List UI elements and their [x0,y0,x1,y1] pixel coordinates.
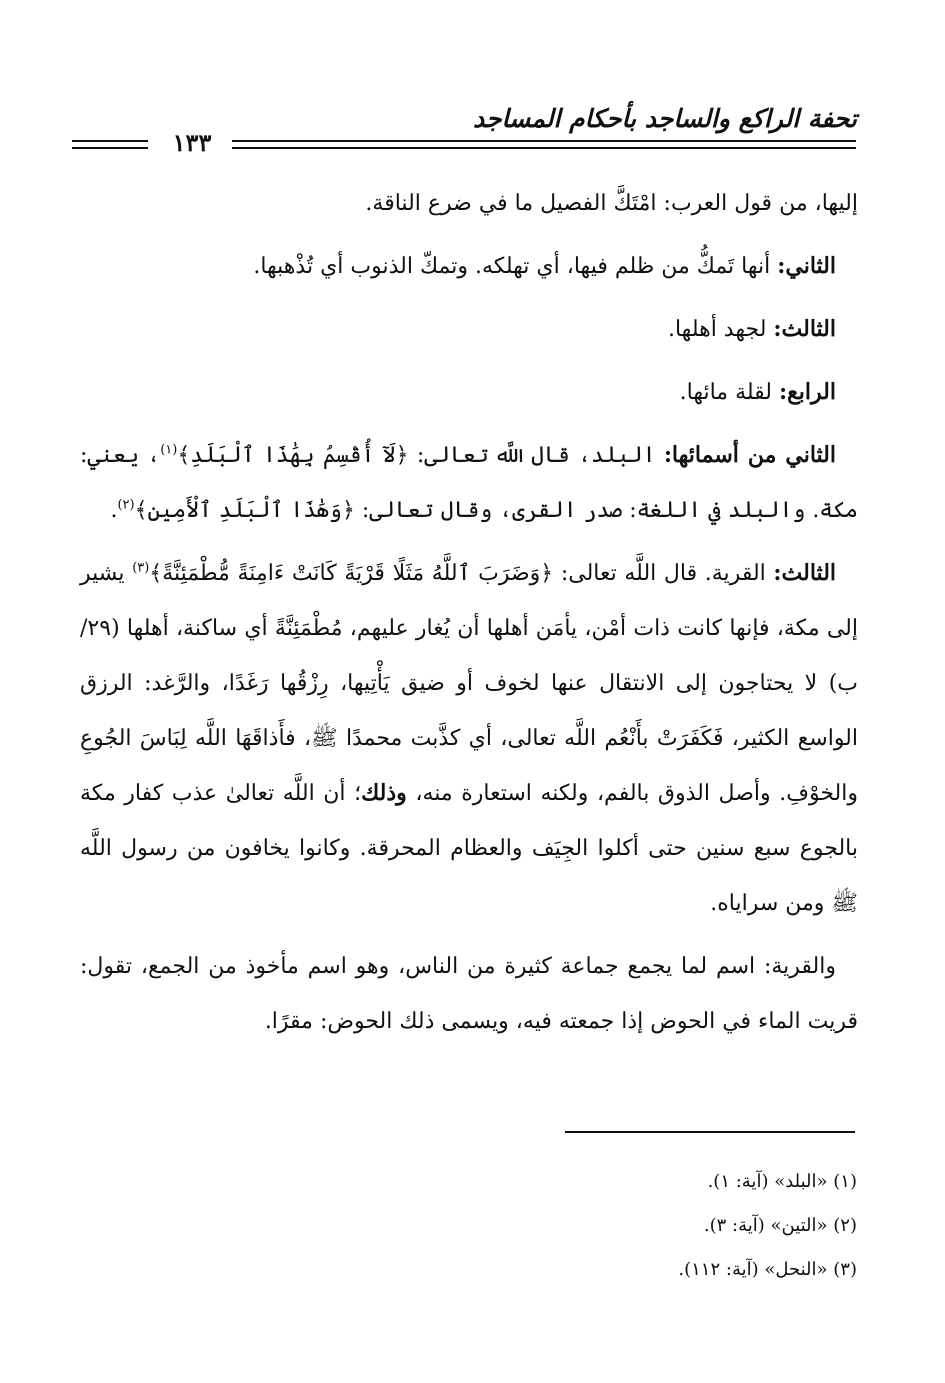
footnote-ref: (٢) [117,497,135,513]
footnote: (٣) «النحل» (آية: ١١٢). [678,1259,857,1280]
paragraph-label: الثاني من أسمائها: [663,442,836,468]
running-title: تحفة الراكع والساجد بأحكام المساجد [472,104,857,133]
paragraph-label: الرابع: [778,379,836,405]
paragraph-text: لقلة مائها. [679,380,779,405]
paragraph-label: الثالث: [773,560,837,586]
quran-verse: ﴿وَهَٰذَا ٱلْبَلَدِ ٱلْأَمِينِ﴾ [134,498,355,523]
paragraph [80,302,858,357]
paragraph: إليها، من قول العرب: امْتَكَّ الفصيل ما في ضرع الناقة. [365,191,858,216]
paragraph [80,546,858,931]
header-rule-right [232,140,856,149]
paragraph-text: البلد، قال اللَّه تعالى: [408,443,664,468]
body-text [80,176,858,1049]
quran-verse: ﴿لَآ أُقْسِمُ بِهَٰذَا ٱلْبَلَدِ﴾ [177,443,409,468]
paragraph: والقرية: اسم لما يجمع جماعة كثيرة من الناس، وهو اسم مأخوذ من الجمع، تقول: قريت الماء في الحوض إذا جمعته فيه، ويسمى ذلك الحوض: مقرًا. [80,954,858,1034]
paragraph-text: لجهد أهلها. [667,317,774,342]
footnote-ref: (١) [160,442,178,458]
quran-verse: ﴿وَضَرَبَ ٱللَّهُ مَثَلًا قَرْيَةً كَانَتْ ءَامِنَةً مُّطْمَئِنَّةً﴾ [149,561,554,586]
paragraph-label: الثالث: [773,316,836,342]
paragraph-text: ؛ أن اللَّه تعالىٰ عذب كفار مكة بالجوع سبع سنين حتى أكلوا الجِيَف والعظام المحرقة. وكانوا يخافون من رسول اللَّه ﷺ ومن سراياه. [80,781,858,916]
paragraph-text: يشير إلى مكة، فإنها كانت ذات أمْن، يأمَن أهلها أن يُغار عليهم، مُطْمَئِنَّةً أي ساكنة، أهلها (٢٩/ب) لا يحتاجون إلى الانتقال عنها لخوف أو ضيق يَأْتِيها، رِزْقُها رَغَدًا، والرَّغد: الرزق الواسع الكثير، فَكَفَرَتْ بأَنْعُم اللَّه تعالى، أي كذَّبت محمدًا ﷺ، فأَذاقَهَا اللَّه لِبَاسَ الجُوعِ والخوْفِ. وأصل الذوق بالفم، ولكنه استعارة منه، [80,561,858,806]
paragraph-text: أنها تَمكُّ من ظلم فيها، أي تهلكه. وتمكّ الذنوب أي تُذْهبها. [253,254,778,279]
paragraph-text: ، يعني: مكة. والبلد في اللغة: صدر القرى، وقال تعالى: [80,443,858,523]
footnote-ref: (٣) [132,560,150,576]
paragraph-text: القرية. قال اللَّه تعالى: [553,561,774,586]
footnote: (٢) «التين» (آية: ٣). [703,1215,857,1236]
bold-word: وذلك [361,780,407,806]
footnotes [257,1160,857,1292]
paragraph-text: . [110,498,118,523]
footnote-separator [565,1131,855,1133]
header-rule-left [72,140,148,149]
paragraph [80,239,858,294]
paragraph-label: الثاني: [777,253,836,279]
paragraph [80,428,858,538]
paragraph [80,365,858,420]
footnote: (١) «البلد» (آية: ١). [707,1171,857,1192]
page-number: ١٣٣ [172,128,212,157]
